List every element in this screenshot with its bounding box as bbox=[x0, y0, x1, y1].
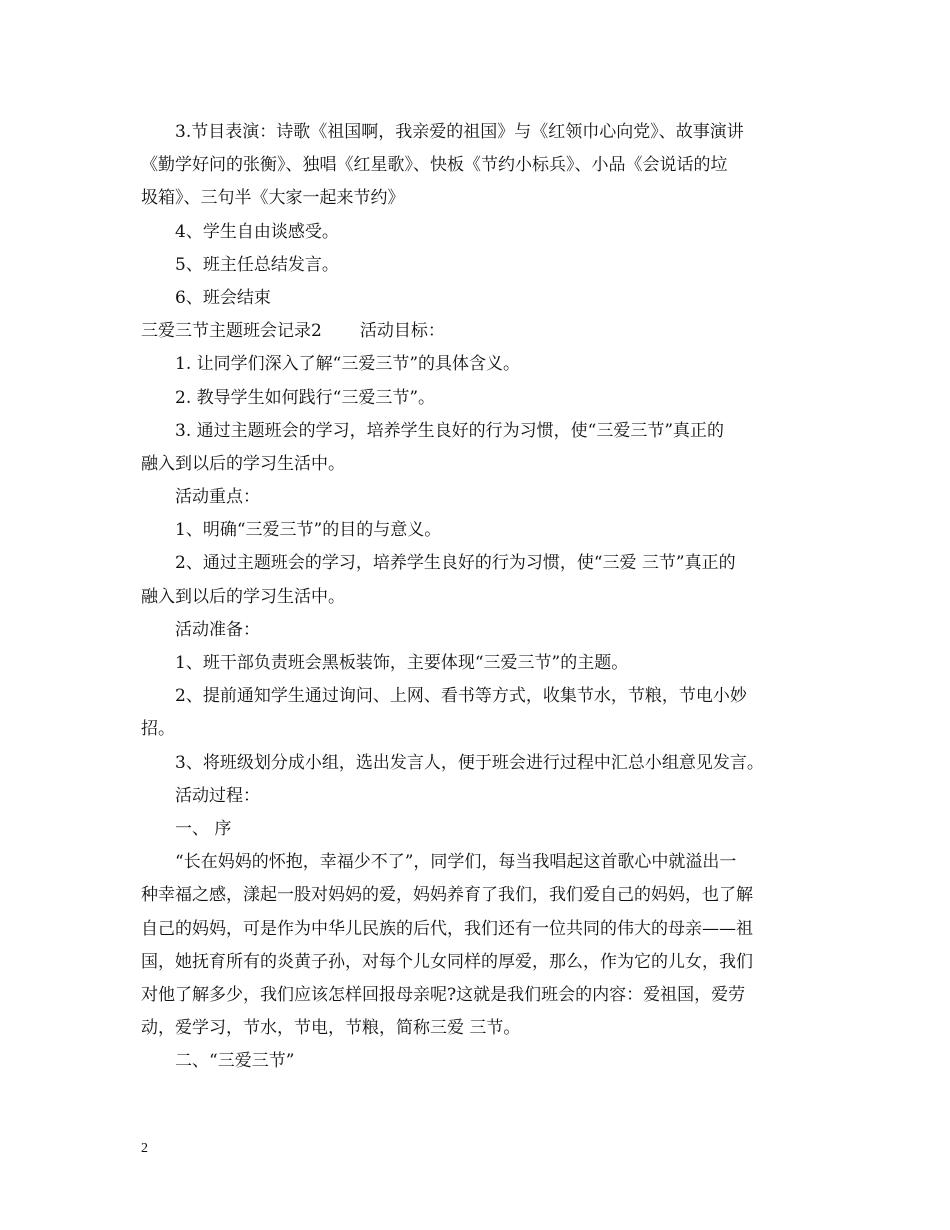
paragraph-line: 活动准备： bbox=[175, 619, 260, 640]
paragraph-line: 融入到以后的学习生活中。 bbox=[141, 453, 345, 474]
paragraph-line: 二、“三爱三节” bbox=[175, 1051, 295, 1072]
paragraph-line: “长在妈妈的怀抱，幸福少不了”，同学们，每当我唱起这首歌心中就溢出一 bbox=[175, 852, 737, 873]
paragraph-line: 1、明确“三爱三节”的目的与意义。 bbox=[175, 520, 442, 541]
paragraph-line: 活动过程： bbox=[175, 785, 260, 806]
paragraph-line: 1. 让同学们深入了解“三爱三节”的具体含义。 bbox=[175, 354, 521, 375]
paragraph-line: 6、班会结束 bbox=[175, 287, 271, 308]
paragraph-line: 种幸福之感，漾起一股对妈妈的爱，妈妈养育了我们，我们爱自己的妈妈，也了解 bbox=[141, 885, 753, 906]
paragraph-line: 3. 通过主题班会的学习，培养学生良好的行为习惯，使“三爱三节”真正的 bbox=[175, 420, 725, 441]
paragraph-line: 动，爱学习，节水，节电，节粮，简称三爱 三节。 bbox=[141, 1018, 521, 1039]
paragraph-line: 融入到以后的学习生活中。 bbox=[141, 586, 345, 607]
document-body bbox=[141, 116, 813, 1078]
paragraph-line: 招。 bbox=[141, 719, 175, 740]
paragraph-line: 3、将班级划分成小组，选出发言人，便于班会进行过程中汇总小组意见发言。 bbox=[175, 752, 764, 773]
section-heading-line bbox=[141, 315, 813, 348]
paragraph-line: 3.节目表演：诗歌《祖国啊，我亲爱的祖国》与《红领巾心向党》、故事演讲 bbox=[175, 122, 744, 142]
paragraph-line: 1、班干部负责班会黑板装饰，主要体现“三爱三节”的主题。 bbox=[175, 653, 629, 673]
paragraph-line: 2. 教导学生如何践行“三爱三节”。 bbox=[175, 387, 436, 408]
page-number: 2 bbox=[141, 1141, 148, 1156]
paragraph-line: 国，她抚育所有的炎黄子孙，对每个儿女同样的厚爱，那么，作为它的儿女，我们 bbox=[141, 951, 753, 972]
paragraph-line: 活动重点： bbox=[175, 487, 260, 508]
paragraph-line: 4、学生自由谈感受。 bbox=[175, 221, 339, 242]
paragraph-line: 2、提前通知学生通过询问、上网、看书等方式，收集节水，节粮，节电小妙 bbox=[175, 686, 747, 707]
paragraph-line: 自己的妈妈，可是作为中华儿民族的后代，我们还有一位共同的伟大的母亲——祖 bbox=[141, 918, 753, 939]
section-heading: 三爱三节主题班会记录2 bbox=[141, 321, 322, 342]
paragraph-line: 5、班主任总结发言。 bbox=[175, 254, 339, 275]
paragraph-line: 对他了解多少，我们应该怎样回报母亲呢?这就是我们班会的内容：爱祖国，爱劳 bbox=[141, 984, 746, 1005]
paragraph-line: 一、 序 bbox=[175, 818, 232, 839]
paragraph-line: 《勤学好问的张衡》、独唱《红星歌》、快板《节约小标兵》、小品《会说话的垃 bbox=[141, 155, 728, 176]
paragraph-line: 2、通过主题班会的学习，培养学生良好的行为习惯，使“三爱 三节”真正的 bbox=[175, 553, 736, 574]
section-subheading: 活动目标： bbox=[359, 321, 445, 342]
paragraph-line: 圾箱》、三句半《大家一起来节约》 bbox=[141, 188, 405, 209]
